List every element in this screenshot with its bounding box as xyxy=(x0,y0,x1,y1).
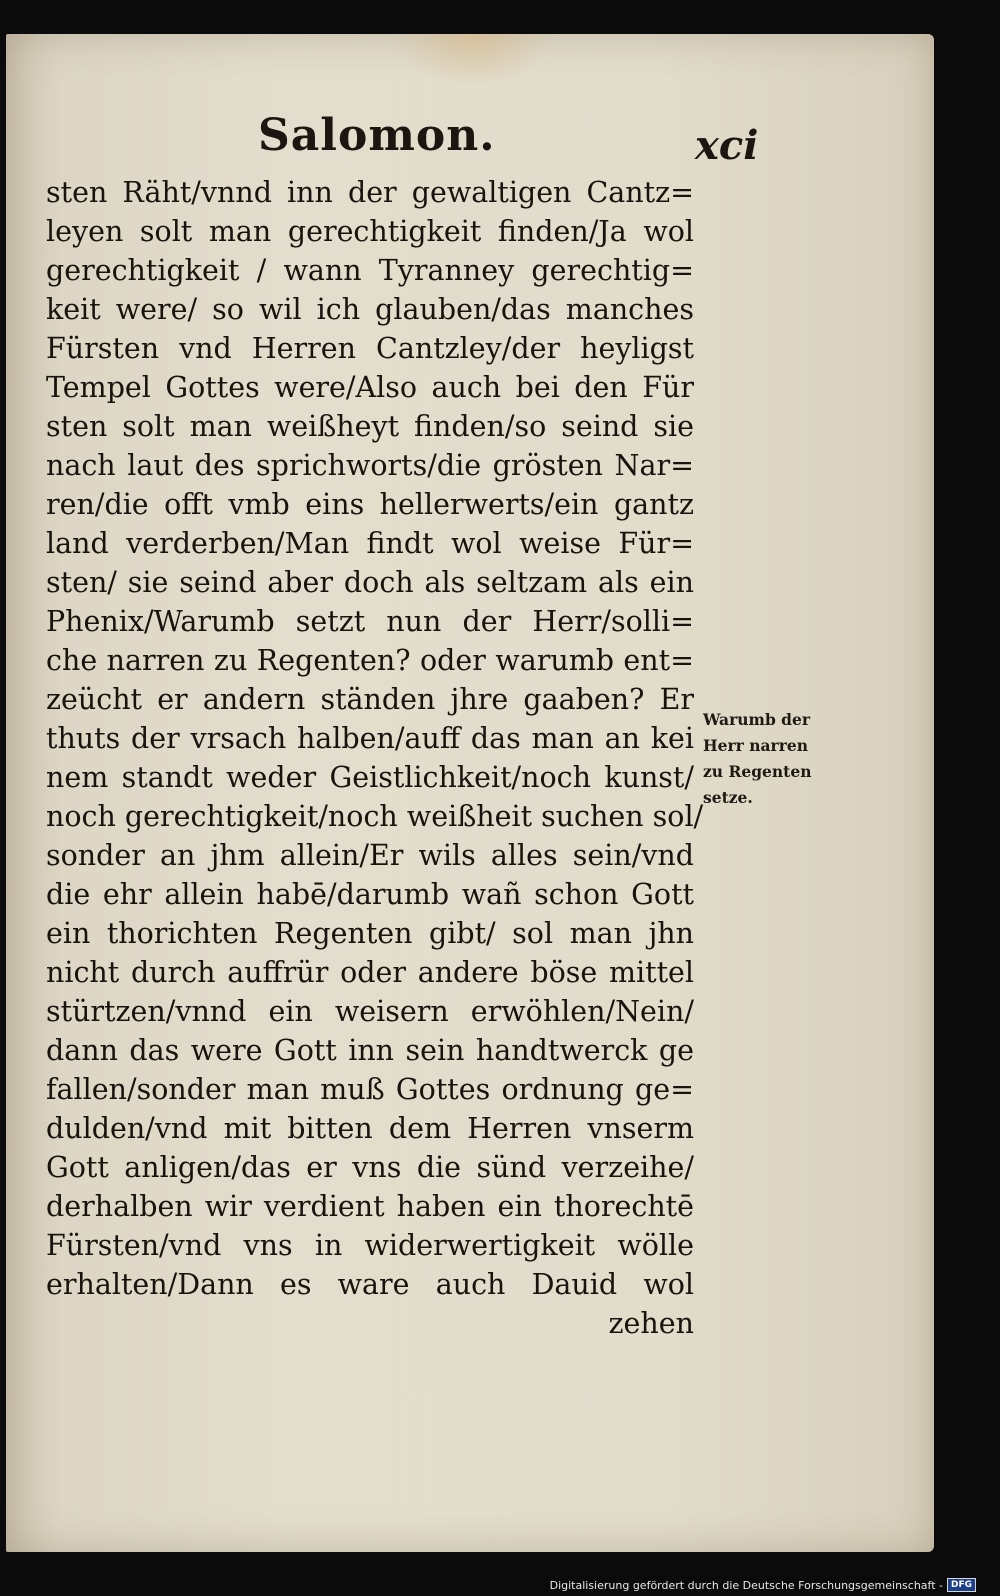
text-line: ren/die offt vmb eins hellerwerts/ein gantz xyxy=(46,488,694,521)
marginal-note xyxy=(703,707,853,811)
text-line: Fürsten/vnd vns in widerwertigkeit wölle xyxy=(46,1229,694,1262)
text-line: erhalten/Dann es ware auch Dauid wol xyxy=(46,1268,694,1301)
text-line: derhalben wir verdient haben ein thorechtē xyxy=(46,1190,694,1223)
text-line: gerechtigkeit / wann Tyranney gerechtig= xyxy=(46,254,694,287)
text-line: die ehr allein habē/darumb wañ schon Gott xyxy=(46,878,694,911)
text-line: fallen/sonder man muß Gottes ordnung ge= xyxy=(46,1073,694,1106)
text-line: zeücht er andern ständen jhre gaaben? Er xyxy=(46,683,694,716)
text-line: noch gerechtigkeit/noch weißheit suchen sol/ xyxy=(46,800,704,833)
text-line: nicht durch auffrür oder andere böse mittel xyxy=(46,956,694,989)
credit-text: Digitalisierung gefördert durch die Deutsche Forschungsgemeinschaft - xyxy=(549,1578,943,1592)
text-line: sten Räht/vnnd inn der gewaltigen Cantz= xyxy=(46,176,694,209)
digitization-credit xyxy=(550,1578,976,1592)
text-line: Tempel Gottes were/Also auch bei den Für xyxy=(46,371,694,404)
running-head-title: Salomon. xyxy=(258,110,496,161)
text-line: sonder an jhm allein/Er wils alles sein/vnd xyxy=(46,839,694,872)
text-line: nach laut des sprichworts/die grösten Nar= xyxy=(46,449,694,482)
text-line: Fürsten vnd Herren Cantzley/der heyligst xyxy=(46,332,694,365)
paper-stain xyxy=(398,34,548,84)
text-line: nem standt weder Geistlichkeit/noch kunst/ xyxy=(46,761,694,794)
folio-number: xci xyxy=(695,122,759,169)
marginal-note-line: Warumb der xyxy=(703,710,811,729)
dfg-logo: DFG xyxy=(947,1578,976,1592)
text-line: thuts der vrsach halben/auff das man an kei xyxy=(46,722,694,755)
text-line: leyen solt man gerechtigkeit finden/Ja wol xyxy=(46,215,694,248)
text-line: che narren zu Regenten? oder warumb ent= xyxy=(46,644,694,677)
text-line: sten solt man weißheyt finden/so seind sie xyxy=(46,410,694,443)
text-line: dulden/vnd mit bitten dem Herren vnserm xyxy=(46,1112,694,1145)
text-line: land verderben/Man findt wol weise Für= xyxy=(46,527,694,560)
text-line: keit were/ so wil ich glauben/das manches xyxy=(46,293,694,326)
catchword: zehen xyxy=(608,1307,694,1340)
main-text-block xyxy=(46,173,704,1343)
text-line: stürtzen/vnnd ein weisern erwöhlen/Nein/ xyxy=(46,995,694,1028)
text-line: dann das were Gott inn sein handtwerck ge xyxy=(46,1034,694,1067)
marginal-note-line: Herr narren xyxy=(703,736,809,755)
text-line: sten/ sie seind aber doch als seltzam als ein xyxy=(46,566,694,599)
text-line: Gott anligen/das er vns die sünd verzeihe/ xyxy=(46,1151,694,1184)
text-line: Phenix/Warumb setzt nun der Herr/solli= xyxy=(46,605,694,638)
marginal-note-line: setze. xyxy=(703,788,753,807)
text-line: ein thorichten Regenten gibt/ sol man jhn xyxy=(46,917,694,950)
marginal-note-line: zu Regenten xyxy=(703,762,812,781)
